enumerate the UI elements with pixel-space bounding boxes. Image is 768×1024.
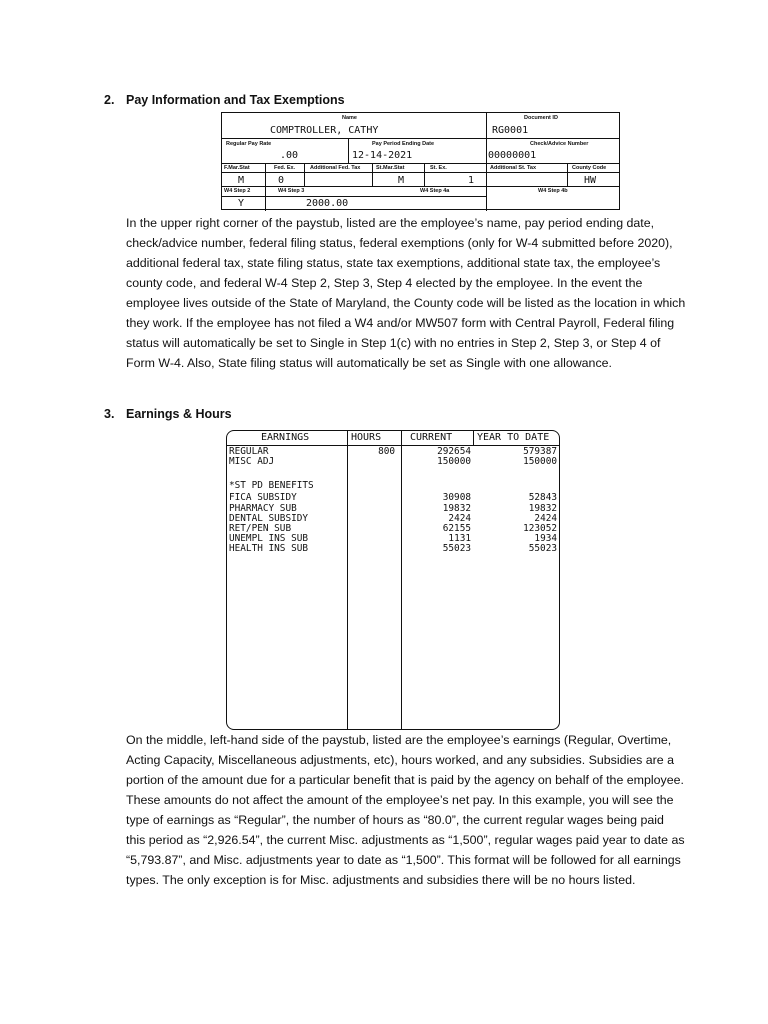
- section-2-heading: [104, 93, 345, 107]
- section-2-paragraph: [126, 213, 686, 373]
- earnings-stub: [226, 430, 560, 730]
- w4-step3-label: W4 Step 3: [278, 188, 305, 194]
- addst-label: Additional St. Tax: [490, 165, 537, 171]
- earnings-ytd: 123052: [523, 523, 557, 534]
- check-label: Check/Advice Number: [530, 141, 589, 147]
- period-value: 12-14-2021: [352, 150, 413, 161]
- section-3-heading: [104, 407, 232, 421]
- earnings-desc: UNEMPL INS SUB: [229, 533, 309, 544]
- earnings-ytd: 19832: [528, 503, 557, 514]
- section-number: 3.: [104, 407, 115, 421]
- earnings-current: 30908: [442, 492, 471, 503]
- earnings-desc: REGULAR: [229, 446, 269, 457]
- pay-info-stub: [221, 112, 620, 210]
- earnings-desc: PHARMACY SUB: [229, 503, 297, 514]
- section-3-paragraph: [126, 730, 686, 890]
- section-title: Pay Information and Tax Exemptions: [126, 93, 345, 107]
- earnings-current: 19832: [442, 503, 471, 514]
- stmar-value: M: [398, 175, 405, 186]
- earnings-ytd: 579387: [523, 446, 557, 457]
- earnings-desc: DENTAL SUBSIDY: [229, 513, 309, 524]
- earnings-desc: FICA SUBSIDY: [229, 492, 297, 503]
- fedex-label: Fed. Ex.: [274, 165, 296, 171]
- earnings-hours: 800: [378, 446, 395, 457]
- section-number: 2.: [104, 93, 115, 107]
- w4-step4a-label: W4 Step 4a: [420, 188, 450, 194]
- docid-label: Document ID: [524, 115, 558, 121]
- stmar-label: St.Mar.Stat: [376, 165, 405, 171]
- rate-value: .00: [280, 150, 299, 161]
- docid-value: RG0001: [492, 125, 529, 136]
- w4-step4b-label: W4 Step 4b: [538, 188, 568, 194]
- section-title: Earnings & Hours: [126, 407, 232, 421]
- earnings-row: [227, 457, 559, 467]
- check-value: 00000001: [488, 150, 537, 161]
- earnings-ytd: 52843: [528, 492, 557, 503]
- period-label: Pay Period Ending Date: [372, 141, 435, 147]
- earnings-desc: MISC ADJ: [229, 456, 275, 467]
- earnings-desc: HEALTH INS SUB: [229, 543, 309, 554]
- earnings-row: [227, 481, 559, 491]
- earnings-current: 1131: [448, 533, 471, 544]
- section-3-text: On the middle, left-hand side of the paystub, listed are the employee’s earnings (Regular, Overtime, Acting Capacity, Miscellaneous adjustments, etc), hours worked, and any subsidies. Subsidies are a portion of the amount due for a particular benefit that is paid by the agency on behalf of the employee. These amounts do not affect the amount of the employee’s net pay. In this example, you will see the type of earnings as “Regular”, the number of hours as “80.0”, the current regular wages being paid this period as “2,926.54”, the current Misc. adjustments as “1,500”, regular wages paid year to date as “5,793.87”, and Misc. adjustments year to date as “1,500”. This format will be followed for all earnings types. The only exception is for Misc. adjustments and subsidies there will be no hours listed.: [126, 733, 685, 887]
- fmar-value: M: [238, 175, 245, 186]
- earnings-desc: RET/PEN SUB: [229, 523, 292, 534]
- w4-step2-label: W4 Step 2: [224, 188, 251, 194]
- earnings-row: [227, 493, 559, 503]
- name-label: Name: [342, 115, 357, 121]
- earnings-ytd: 2424: [534, 513, 557, 524]
- earnings-current: 150000: [437, 456, 471, 467]
- earnings-desc: *ST PD BENEFITS: [229, 480, 314, 491]
- rate-label: Regular Pay Rate: [226, 141, 272, 147]
- earnings-current: 292654: [437, 446, 471, 457]
- w4-step2-value: Y: [238, 198, 245, 209]
- fmar-label: F.Mar.Stat: [224, 165, 250, 171]
- earnings-header: EARNINGS: [261, 432, 310, 443]
- section-2-text: In the upper right corner of the paystub, listed are the employee’s name, pay period ending date, check/advice number, federal filing status, federal exemptions (only for W-4 submitted before 2020), additional federal tax, state filing status, state tax exemptions, additional state tax, the employee’s county code, and federal W-4 Step 2, Step 3, Step 4 elected by the employee. In the event the employee lives outside of the State of Maryland, the County code will be listed as the location in which they work. If the employee has not filed a W4 and/or MW507 form with Central Payroll, Federal filing status will automatically be set to Single in Step 1(c) with no entries in Step 2, Step 3, or Step 4 of Form W-4. Also, State filing status will automatically be set as Single with one allowance.: [126, 216, 686, 370]
- earnings-current: 62155: [442, 523, 471, 534]
- county-value: HW: [584, 175, 597, 186]
- current-header: CURRENT: [410, 432, 453, 443]
- earnings-ytd: 1934: [534, 533, 557, 544]
- stex-label: St. Ex.: [430, 165, 447, 171]
- earnings-ytd: 55023: [528, 543, 557, 554]
- fedex-value: 0: [278, 175, 285, 186]
- county-label: County Code: [572, 165, 607, 171]
- earnings-row: [227, 447, 559, 457]
- stex-value: 1: [468, 175, 475, 186]
- ytd-header: YEAR TO DATE: [477, 432, 550, 443]
- addfed-label: Additional Fed. Tax: [310, 165, 361, 171]
- w4-step3-value: 2000.00: [306, 198, 349, 209]
- earnings-row: [227, 544, 559, 554]
- earnings-current: 2424: [448, 513, 471, 524]
- hours-header: HOURS: [351, 432, 382, 443]
- earnings-current: 55023: [442, 543, 471, 554]
- earnings-ytd: 150000: [523, 456, 557, 467]
- name-value: COMPTROLLER, CATHY: [270, 125, 379, 136]
